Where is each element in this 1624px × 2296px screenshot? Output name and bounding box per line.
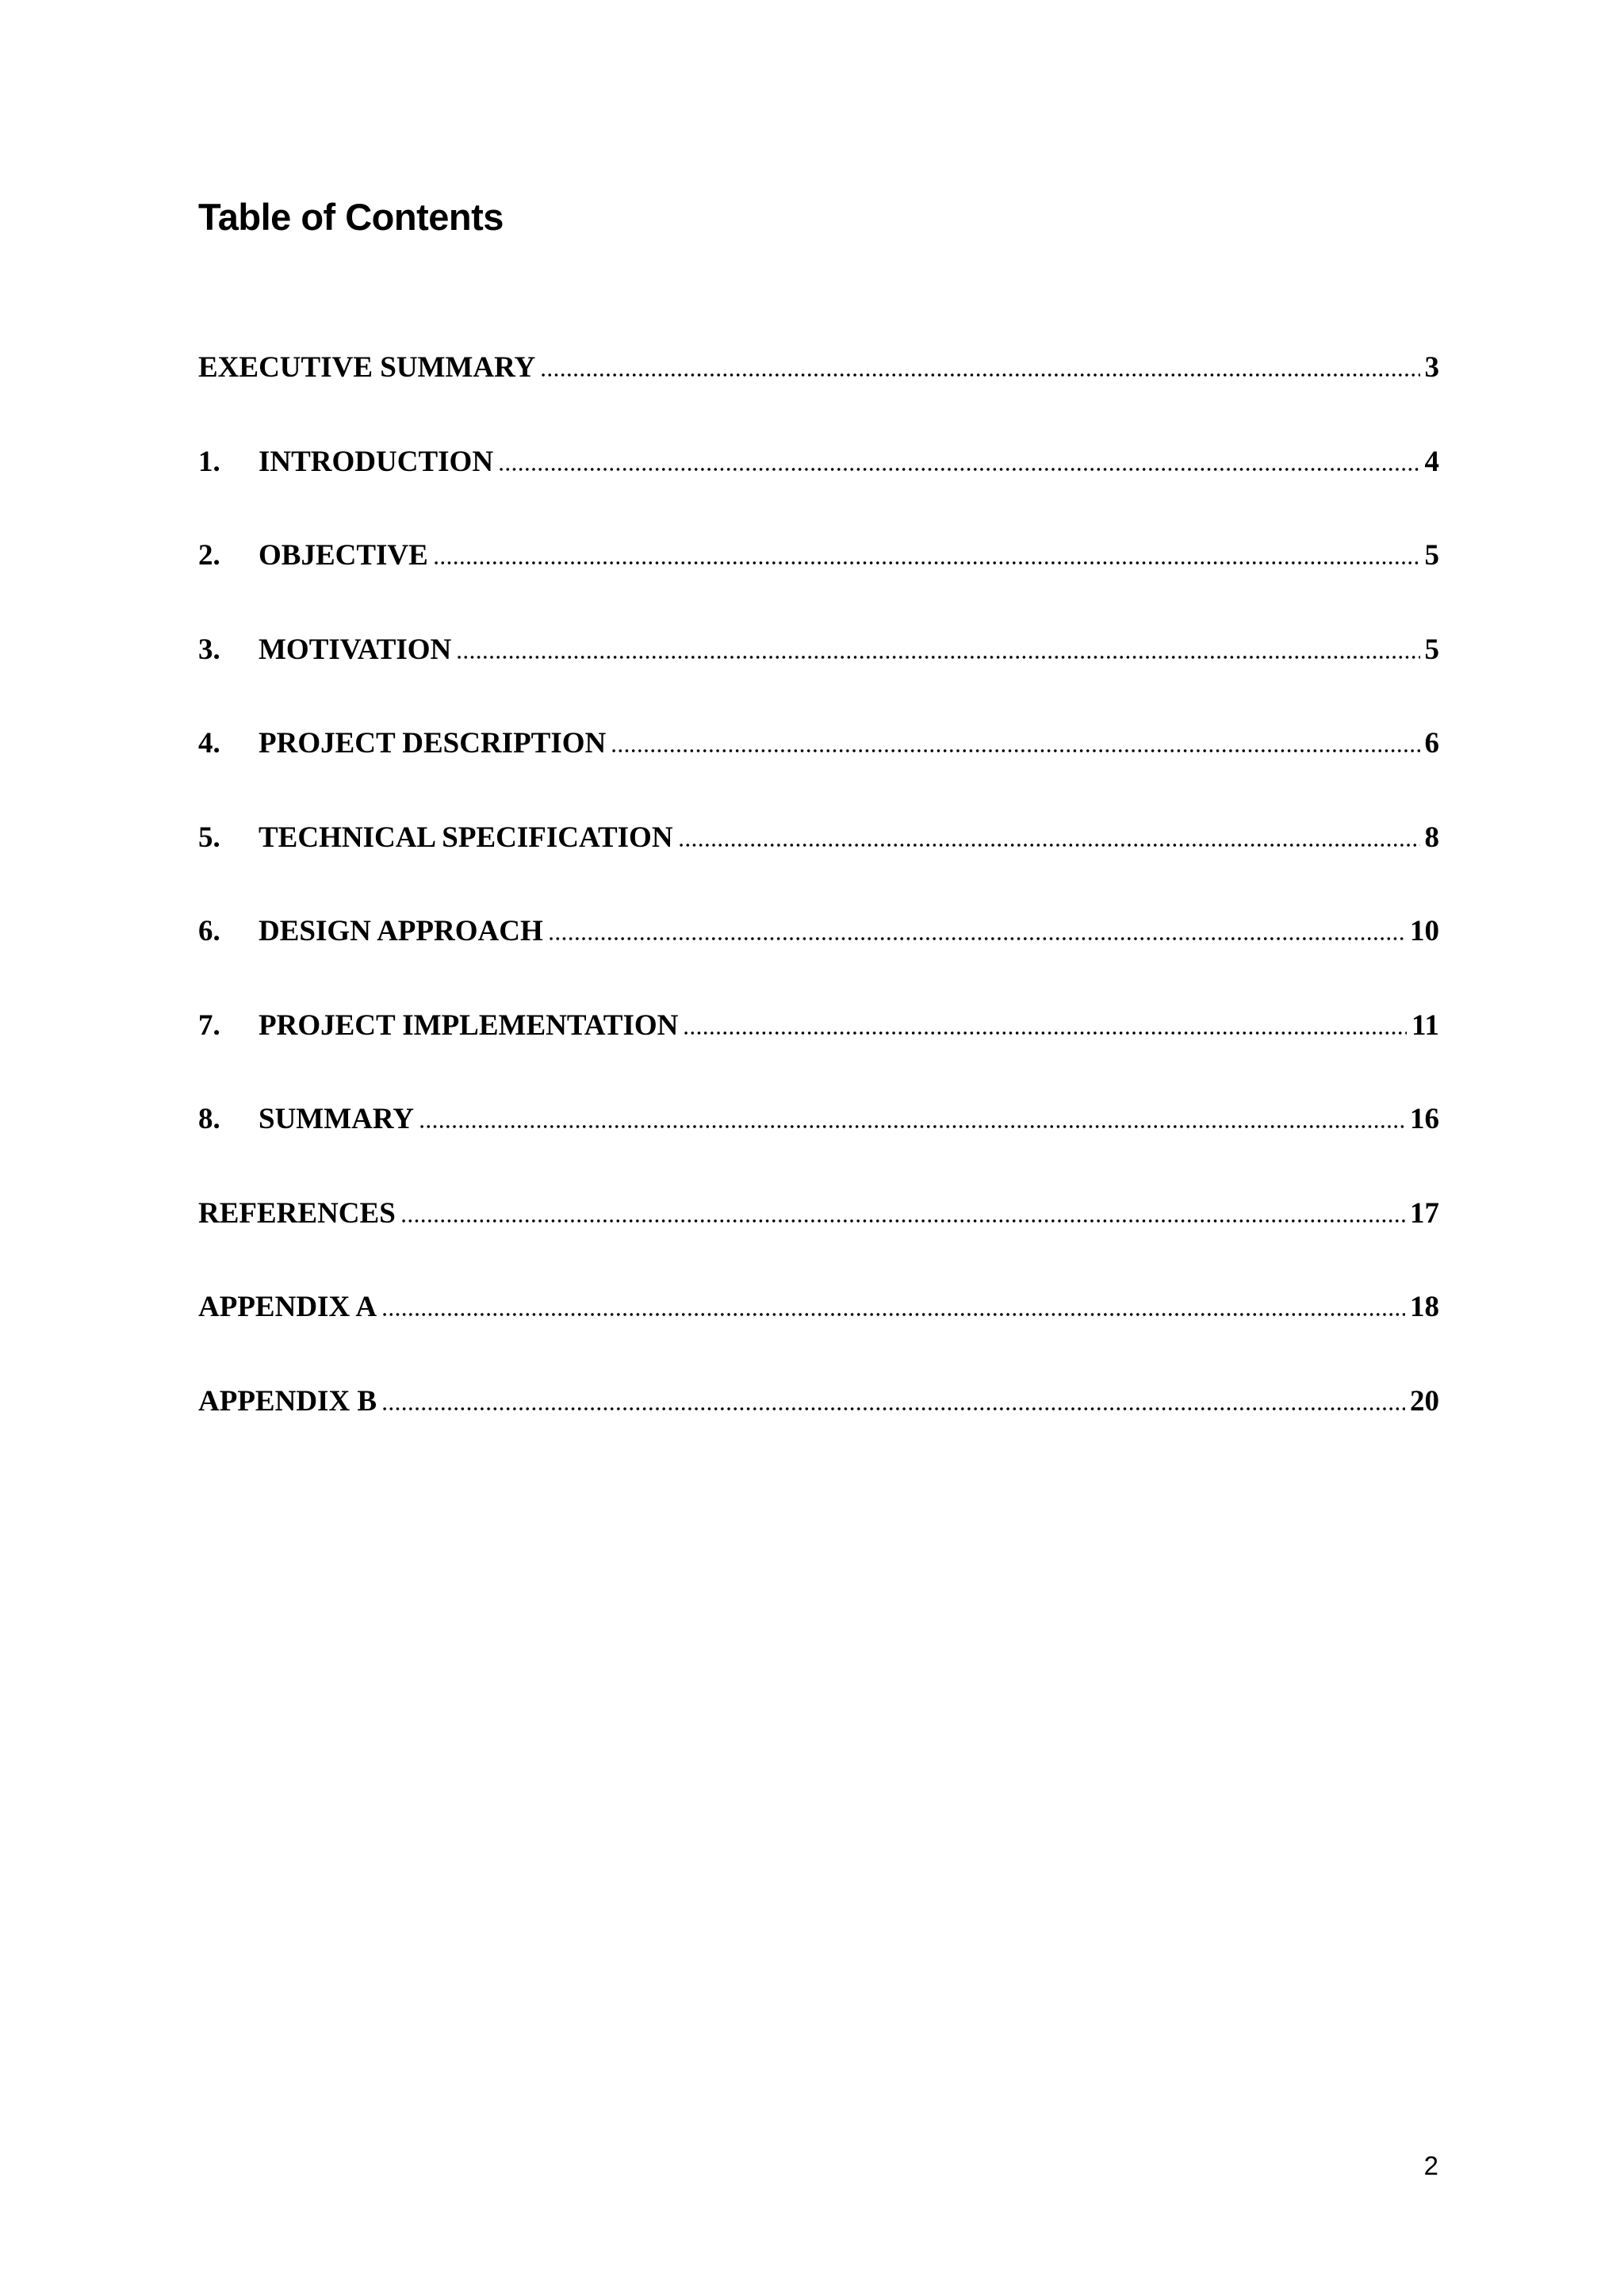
toc-dot-leader [548,936,1405,941]
toc-dot-leader [381,1406,1405,1411]
toc-dot-leader [400,1219,1405,1223]
toc-entry-number: 8. [198,1103,220,1135]
toc-entry-page: 16 [1410,1103,1439,1135]
toc-entry-number: 5. [198,821,220,854]
toc-entry-page: 5 [1424,539,1439,572]
toc-dot-leader [611,748,1419,753]
toc-entry-page: 20 [1410,1384,1439,1418]
toc-entry-number: 4. [198,727,220,760]
toc-entry-summary[interactable] [198,1104,1439,1199]
toc-entry-page: 11 [1411,1008,1439,1042]
toc-entry-page: 10 [1410,915,1439,947]
toc-title: Table of Contents [198,196,504,238]
toc-entry-number: 3. [198,633,220,666]
toc-entry-label: APPENDIX A [198,1291,377,1323]
toc-entry-technical-specification[interactable] [198,823,1439,917]
toc-dot-leader [498,467,1419,472]
toc-entry-references[interactable] [198,1196,1439,1293]
toc-entry-number: 1. [198,445,220,478]
toc-entry-label: INTRODUCTION [259,445,494,478]
toc-dot-leader [683,1031,1407,1035]
toc-dot-leader [433,561,1420,565]
page-number: 2 [1423,2151,1438,2180]
toc-entry-introduction[interactable] [198,447,1439,541]
toc-entry-page: 17 [1410,1196,1439,1230]
toc-entry-label: APPENDIX B [198,1384,377,1418]
toc-dot-leader [381,1312,1405,1317]
toc-entry-label: MOTIVATION [259,633,452,666]
toc-entry-motivation[interactable] [198,635,1439,729]
toc-entry-appendix-a[interactable] [198,1292,1439,1387]
toc-entry-number: 7. [198,1008,220,1042]
toc-dot-leader [456,655,1419,660]
toc-entry-label: PROJECT DESCRIPTION [259,727,607,760]
toc-entry-appendix-b[interactable] [198,1384,1439,1481]
toc-entry-page: 3 [1424,351,1439,384]
toc-entry-page: 8 [1424,821,1439,854]
toc-entry-page: 6 [1424,727,1439,760]
toc-entry-project-implementation[interactable] [198,1008,1439,1105]
toc-entry-label: DESIGN APPROACH [259,915,543,947]
toc-entry-number: 6. [198,915,220,947]
toc-entry-objective[interactable] [198,541,1439,635]
toc-entry-label: EXECUTIVE SUMMARY [198,351,536,384]
toc-dot-leader [419,1124,1405,1129]
toc-entry-design-approach[interactable] [198,916,1439,1011]
toc-entry-page: 18 [1410,1291,1439,1323]
toc-entry-label: PROJECT IMPLEMENTATION [259,1008,679,1042]
toc-entry-label: REFERENCES [198,1196,396,1230]
toc-entry-label: OBJECTIVE [259,539,428,572]
toc-dot-leader [540,373,1419,377]
toc-list [198,353,1439,1480]
toc-entry-number: 2. [198,539,220,572]
toc-dot-leader [678,843,1420,848]
toc-entry-page: 5 [1424,633,1439,666]
toc-entry-page: 4 [1424,445,1439,478]
toc-entry-label: SUMMARY [259,1103,415,1135]
toc-entry-project-description[interactable] [198,729,1439,823]
toc-entry-label: TECHNICAL SPECIFICATION [259,821,673,854]
toc-entry-executive-summary[interactable] [198,353,1439,447]
